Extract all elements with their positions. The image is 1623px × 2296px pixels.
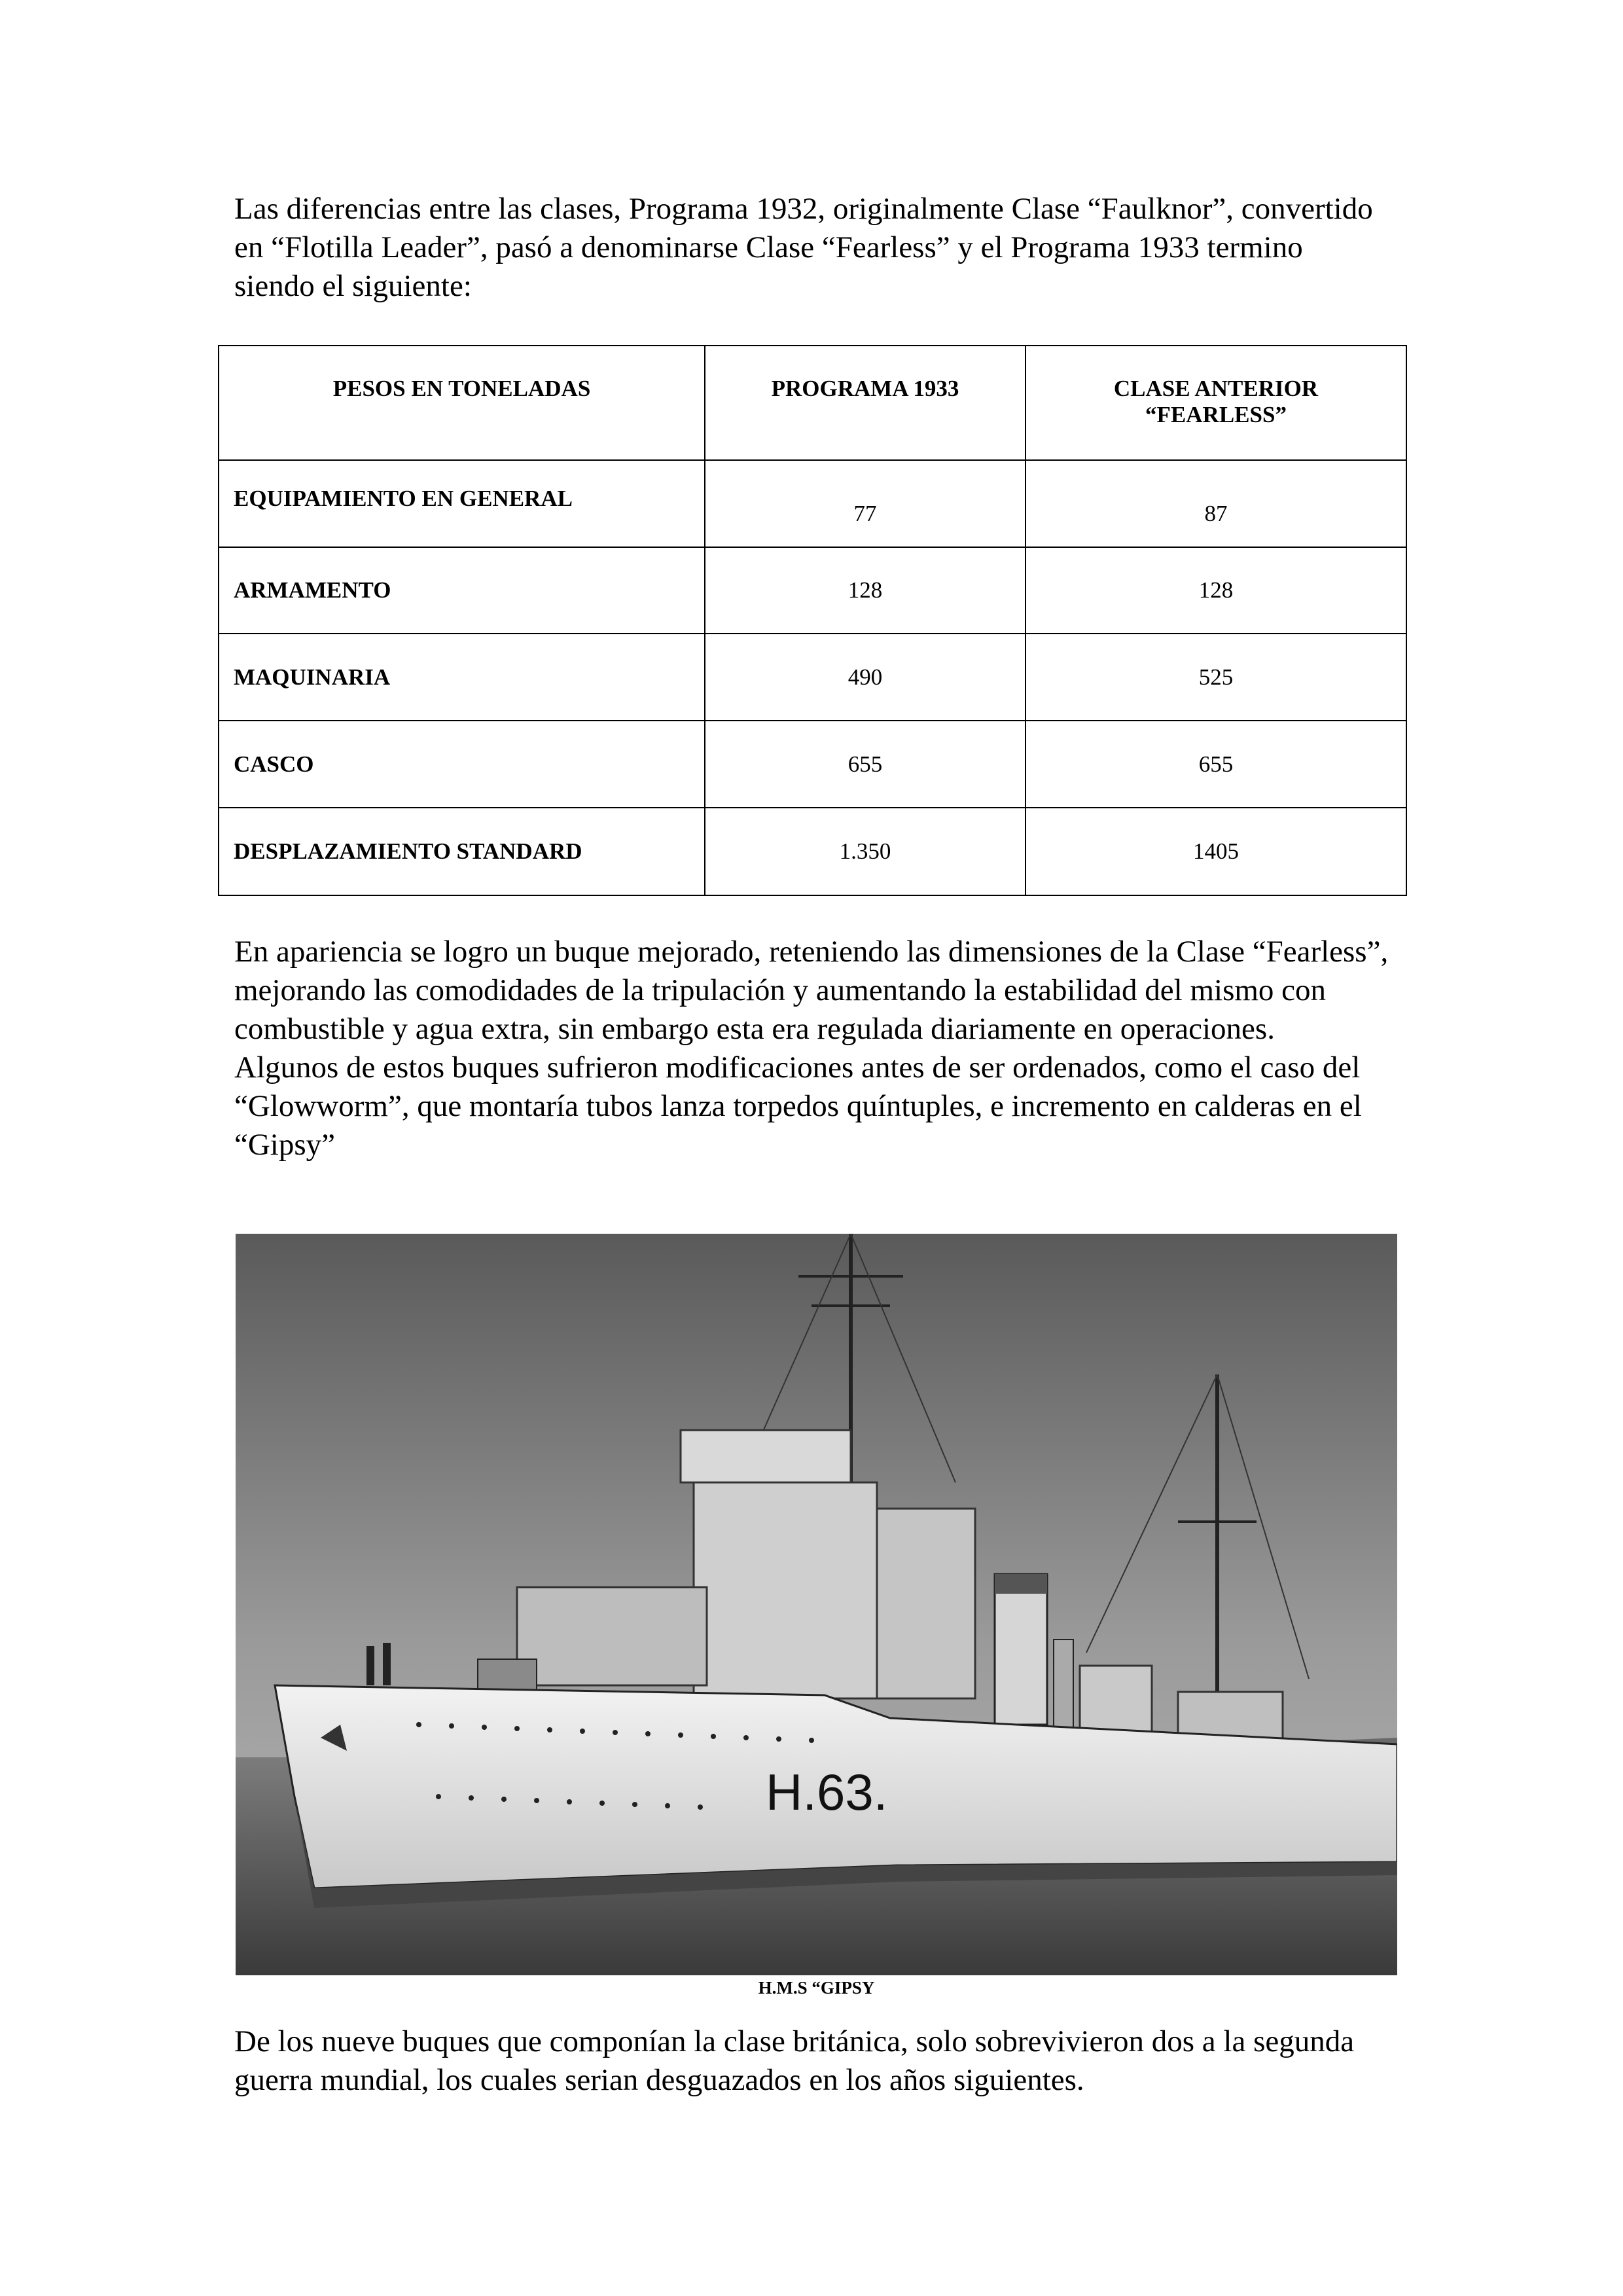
row-label: DESPLAZAMIENTO STANDARD [219,808,705,895]
table-row [219,721,1406,808]
table-row [219,634,1406,721]
body-paragraph-1: En apariencia se logro un buque mejorado, reteniendo las dimensiones de la Clase “Fearless”, mejorando las comodidades de la tripulación y aumentando la estabilidad del mismo con combustible y agua extra, sin embargo esta era regulada diariamente en operaciones. [234,935,1389,1046]
body-text [234,933,1412,1164]
header-clase-anterior [1026,346,1406,460]
photo-caption: H.M.S “GIPSY [758,1978,875,1998]
cell-clase-anterior: 87 [1026,460,1406,547]
cell-programa-1933: 490 [705,634,1026,721]
header-clase-anterior-line2: “FEARLESS” [1145,402,1287,427]
row-label: ARMAMENTO [219,547,705,634]
row-label: EQUIPAMIENTO EN GENERAL [219,460,705,547]
header-pesos: PESOS EN TONELADAS [219,346,705,460]
intro-paragraph: Las diferencias entre las clases, Programa 1932, originalmente Clase “Faulknor”, convertido en “Flotilla Leader”, pasó a denominarse Clase “Fearless” y el Programa 1933 termino siendo el siguiente: [234,192,1373,303]
header-programa-1933: PROGRAMA 1933 [705,346,1026,460]
table-row [219,808,1406,895]
row-label: MAQUINARIA [219,634,705,721]
cell-programa-1933: 77 [705,460,1026,547]
cell-clase-anterior: 525 [1026,634,1406,721]
table-header-row [219,346,1406,460]
ship-photo [236,1234,1397,1975]
hull-number: H.63. [766,1763,888,1821]
header-clase-anterior-line1: CLASE ANTERIOR [1113,376,1319,401]
closing-paragraph: De los nueve buques que componían la clase británica, solo sobrevivieron dos a la segunda guerra mundial, los cuales serian desguazados en los años siguientes. [234,2024,1355,2097]
weights-table [218,345,1407,896]
cell-clase-anterior: 128 [1026,547,1406,634]
cell-programa-1933: 128 [705,547,1026,634]
cell-programa-1933: 655 [705,721,1026,808]
cell-clase-anterior: 655 [1026,721,1406,808]
table-row [219,460,1406,547]
cell-clase-anterior: 1405 [1026,808,1406,895]
body-paragraph-2: Algunos de estos buques sufrieron modificaciones antes de ser ordenados, como el caso del “Glowworm”, que montaría tubos lanza torpedos quíntuples, e incremento en calderas en el “Gipsy” [234,1050,1362,1162]
row-label: CASCO [219,721,705,808]
cell-programa-1933: 1.350 [705,808,1026,895]
table-row [219,547,1406,634]
